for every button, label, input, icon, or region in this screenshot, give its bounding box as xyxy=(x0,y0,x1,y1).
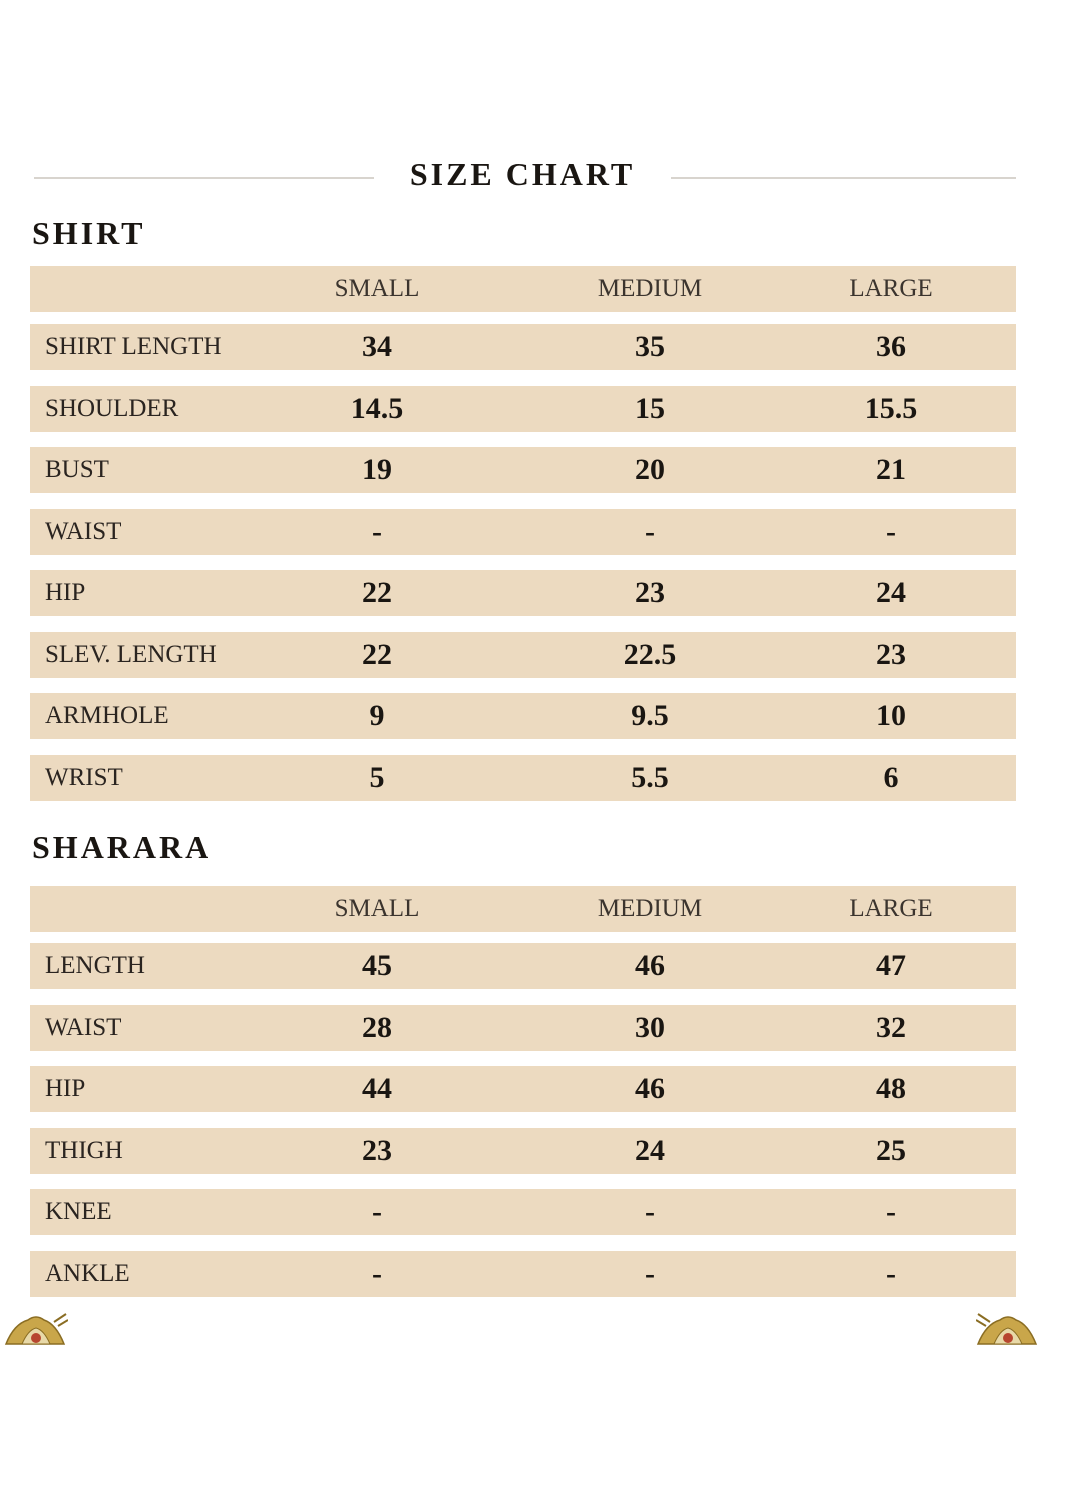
cell-medium: 46 xyxy=(635,1072,665,1105)
cell-medium: - xyxy=(645,1257,655,1290)
page-title: SIZE CHART xyxy=(409,156,636,192)
column-header-large: LARGE xyxy=(849,275,933,302)
row-label: THIGH xyxy=(45,1137,123,1164)
table-row xyxy=(30,632,1016,678)
column-header-small: SMALL xyxy=(334,895,420,922)
row-label: SHOULDER xyxy=(45,395,179,422)
cell-medium: 24 xyxy=(635,1134,665,1167)
cell-medium: 22.5 xyxy=(623,638,677,671)
cell-large: 23 xyxy=(876,638,906,671)
cell-large: 24 xyxy=(876,576,906,609)
row-label: WAIST xyxy=(45,1014,122,1041)
cell-large: 21 xyxy=(876,453,906,486)
cell-small: - xyxy=(372,515,382,548)
table-row xyxy=(30,1128,1016,1174)
table-row xyxy=(30,324,1016,370)
row-label: HIP xyxy=(45,1075,86,1102)
table-row xyxy=(30,693,1016,739)
cell-large: - xyxy=(886,1257,896,1290)
cell-medium: 35 xyxy=(635,330,665,363)
cell-small: 22 xyxy=(362,576,392,609)
column-header-small: SMALL xyxy=(334,275,420,302)
cell-large: - xyxy=(886,515,896,548)
cell-small: 44 xyxy=(362,1072,392,1105)
size-chart-header xyxy=(34,150,1016,206)
cell-medium: 5.5 xyxy=(631,761,669,794)
ornament-icon xyxy=(4,1310,68,1346)
row-label: SLEV. LENGTH xyxy=(45,641,217,668)
table-row xyxy=(30,1189,1016,1235)
table-row xyxy=(30,943,1016,989)
cell-small: 14.5 xyxy=(350,392,404,425)
row-label: WRIST xyxy=(45,764,123,791)
title-rule-left xyxy=(34,177,374,179)
cell-medium: 9.5 xyxy=(631,699,669,732)
cell-small: 34 xyxy=(362,330,392,363)
cell-large: 47 xyxy=(876,949,906,982)
cell-small: 9 xyxy=(369,699,385,732)
column-header-medium: MEDIUM xyxy=(597,895,703,922)
row-label: BUST xyxy=(45,456,109,483)
ornament-icon xyxy=(976,1310,1040,1346)
cell-medium: 20 xyxy=(635,453,665,486)
cell-large: 32 xyxy=(876,1011,906,1044)
row-label: WAIST xyxy=(45,518,122,545)
title-rule-right xyxy=(671,177,1016,179)
row-label: KNEE xyxy=(45,1198,112,1225)
table-header-row xyxy=(30,886,1016,932)
cell-small: - xyxy=(372,1195,382,1228)
cell-small: 5 xyxy=(369,761,385,794)
row-label: ANKLE xyxy=(45,1260,130,1287)
cell-small: - xyxy=(372,1257,382,1290)
cell-medium: 15 xyxy=(635,392,665,425)
sharara-heading: SHARARA xyxy=(32,829,212,865)
column-header-large: LARGE xyxy=(849,895,933,922)
cell-large: 10 xyxy=(876,699,906,732)
row-label: ARMHOLE xyxy=(45,702,169,729)
row-label: HIP xyxy=(45,579,86,606)
row-label: SHIRT LENGTH xyxy=(45,333,222,360)
table-row xyxy=(30,447,1016,493)
cell-large: 15.5 xyxy=(864,392,918,425)
table-row xyxy=(30,1005,1016,1051)
row-label: LENGTH xyxy=(45,952,145,979)
cell-small: 28 xyxy=(362,1011,392,1044)
cell-small: 23 xyxy=(362,1134,392,1167)
column-header-medium: MEDIUM xyxy=(597,275,703,302)
cell-large: 6 xyxy=(883,761,899,794)
cell-small: 45 xyxy=(362,949,392,982)
cell-large: 48 xyxy=(876,1072,906,1105)
cell-large: - xyxy=(886,1195,896,1228)
table-row xyxy=(30,1066,1016,1112)
cell-medium: 46 xyxy=(635,949,665,982)
cell-medium: - xyxy=(645,515,655,548)
table-header-row xyxy=(30,266,1016,312)
table-row xyxy=(30,386,1016,432)
cell-large: 25 xyxy=(876,1134,906,1167)
cell-medium: 30 xyxy=(635,1011,665,1044)
cell-large: 36 xyxy=(876,330,906,363)
table-row xyxy=(30,755,1016,801)
table-row xyxy=(30,1251,1016,1297)
cell-small: 22 xyxy=(362,638,392,671)
table-row xyxy=(30,509,1016,555)
table-row xyxy=(30,570,1016,616)
cell-medium: 23 xyxy=(635,576,665,609)
shirt-heading: SHIRT xyxy=(32,215,146,251)
cell-small: 19 xyxy=(362,453,392,486)
cell-medium: - xyxy=(645,1195,655,1228)
